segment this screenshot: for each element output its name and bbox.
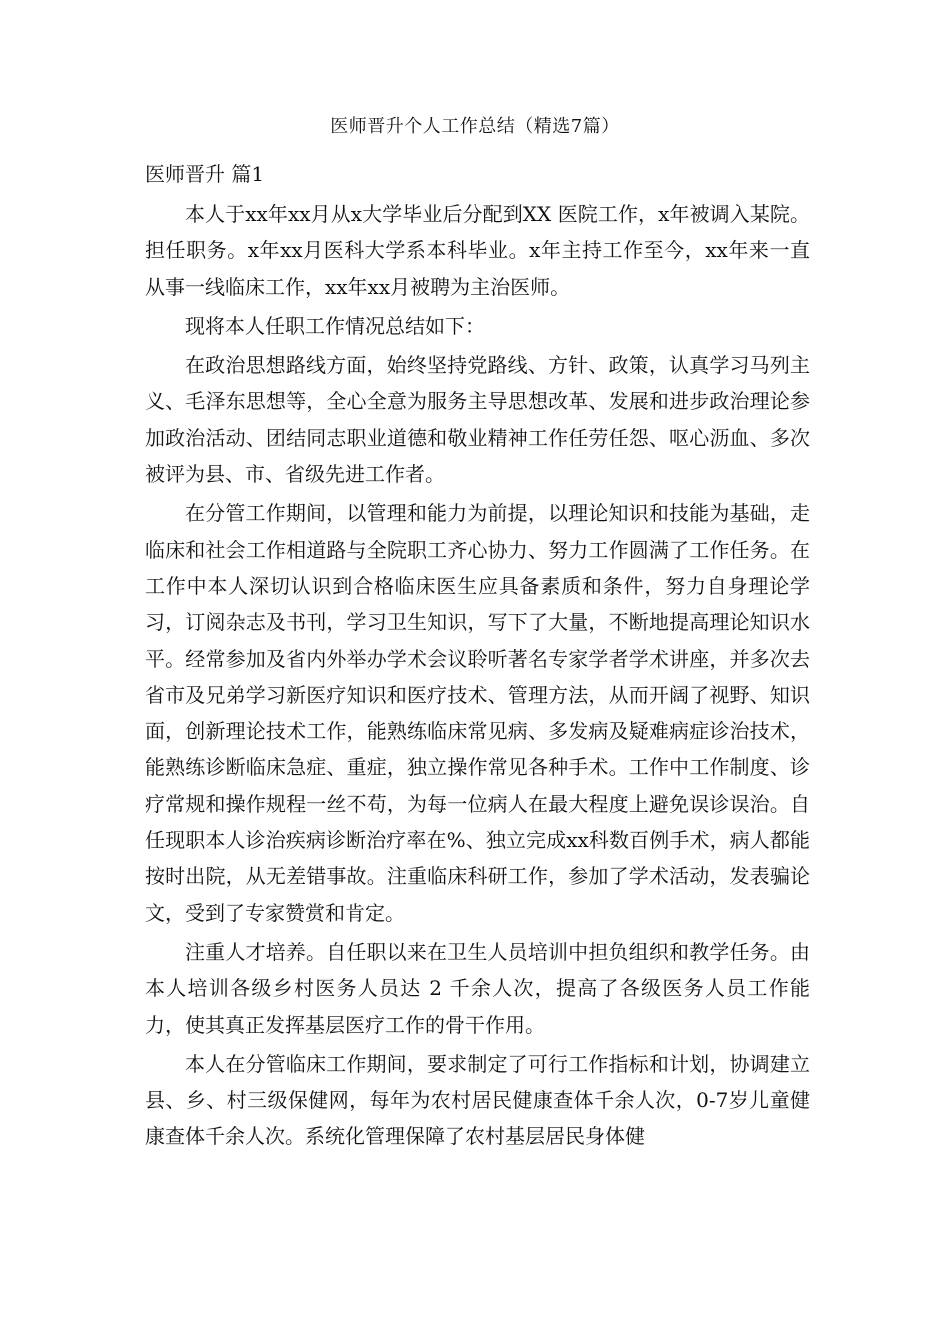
paragraph: 本人于xx年xx月从x大学毕业后分配到XX 医院工作，x年被调入某院。担任职务。x年xx月医科大学系本科毕业。x年主持工作至今，xx年来一直从事一线临床工作，xx年xx月被聘为主治医师。 xyxy=(145,202,810,299)
document-body xyxy=(145,196,810,1158)
paragraph: 现将本人任职工作情况总结如下： xyxy=(185,313,485,338)
section-heading: 医师晋升 篇1 xyxy=(145,162,265,186)
paragraph: 注重人才培养。自任职以来在卫生人员培训中担负组织和教学任务。由本人培训各级乡村医务人员达 2 千余人次，提高了各级医务人员工作能力，使其真正发挥基层医疗工作的骨干作用。 xyxy=(145,939,810,1037)
paragraph: 本人在分管临床工作期间，要求制定了可行工作指标和计划，协调建立县、乡、村三级保健网，每年为农村居民健康查体千余人次，0-7岁儿童健康查体千余人次。系统化管理保障了农村基层居民身体健 xyxy=(145,1051,810,1149)
document-title: 医师晋升个人工作总结（精选7篇） xyxy=(330,116,620,137)
paragraph: 在政治思想路线方面，始终坚持党路线、方针、政策，认真学习马列主义、毛泽东思想等，全心全意为服务主导思想改革、发展和进步政治理论参加政治活动、团结同志职业道德和敬业精神工作任劳任怨、呕心沥血、多次被评为县、市、省级先进工作者。 xyxy=(145,353,810,487)
paragraph: 在分管工作期间，以管理和能力为前提，以理论知识和技能为基础，走临床和社会工作相道路与全院职工齐心协力、努力工作圆满了工作任务。在工作中本人深切认识到合格临床医生应具备素质和条件，努力自身理论学习，订阅杂志及书刊，学习卫生知识，写下了大量，不断地提高理论知识水平。经常参加及省内外举办学术会议聆听著名专家学者学术讲座，并多次去省市及兄弟学习新医疗知识和医疗技术、管理方法，从而开阔了视野、知识面，创新理论技术工作，能熟练临床常见病、多发病及疑难病症诊治技术，能熟练诊断临床急症、重症，独立操作常见各种手术。工作中工作制度、诊疗常规和操作规程一丝不苟，为每一位病人在最大程度上避免误诊误治。自任现职本人诊治疾病诊断治疗率在%、独立完成xx科数百例手术，病人都能按时出院，从无差错事故。注重临床科研工作，参加了学术活动，发表骗论文，受到了专家赞赏和肯定。 xyxy=(145,501,810,925)
